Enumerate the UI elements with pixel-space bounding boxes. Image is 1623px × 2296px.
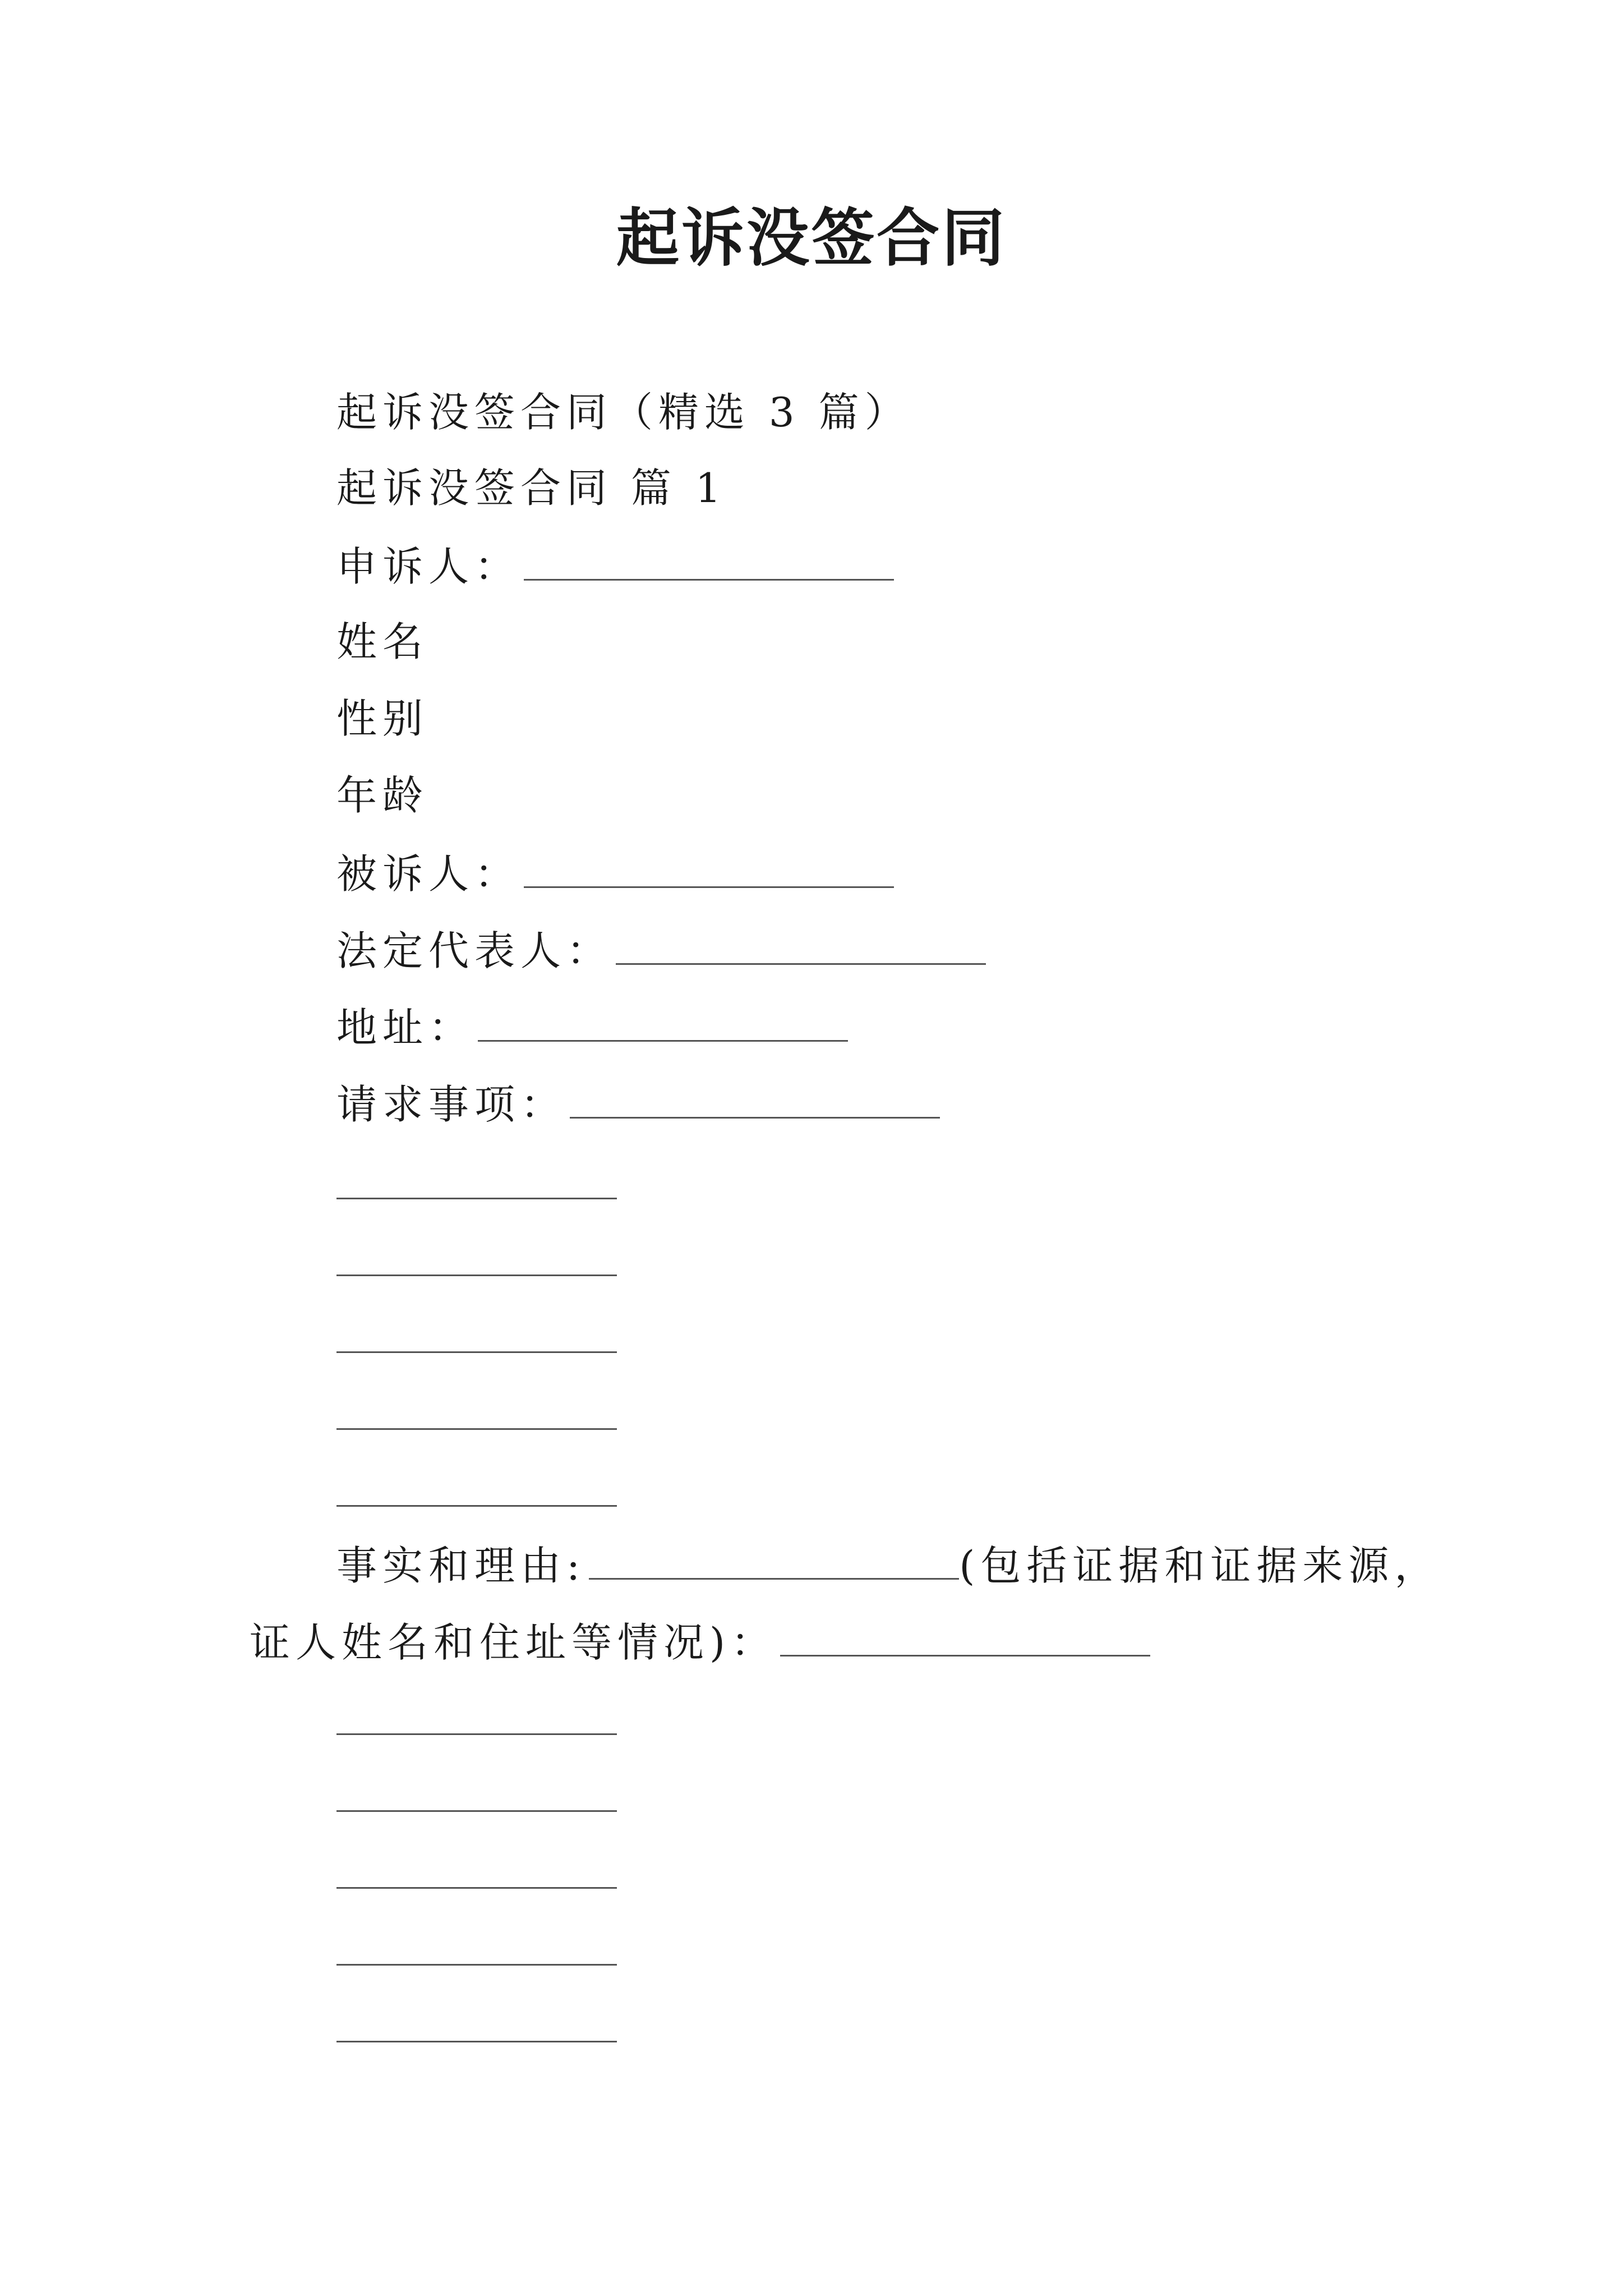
document-subtitle: 起诉没签合同（精选 3 篇）: [336, 389, 911, 436]
facts-note-row: [250, 1616, 1150, 1668]
appellant-row: [336, 540, 894, 592]
facts-note-part1: (包括证据和证据来源，: [959, 1542, 1441, 1589]
address-blank[interactable]: [478, 1001, 848, 1042]
facts-row: [336, 1539, 1440, 1591]
facts-line-4[interactable]: [336, 1964, 617, 1966]
age-label: 年龄: [336, 772, 429, 819]
defendant-blank[interactable]: [524, 847, 894, 888]
appellant-blank[interactable]: [524, 540, 894, 581]
gender-label: 性别: [336, 695, 429, 742]
facts-note-part2: 证人姓名和住址等情况)：: [250, 1619, 777, 1666]
legal-rep-label: 法定代表人：: [336, 927, 613, 974]
claims-label: 请求事项：: [336, 1081, 567, 1128]
name-label: 姓名: [336, 618, 429, 665]
facts-label: 事实和理由:: [336, 1542, 586, 1589]
claims-line-3[interactable]: [336, 1351, 617, 1353]
document-title: 起诉没签合同: [616, 201, 1007, 275]
claims-blank[interactable]: [570, 1078, 940, 1119]
address-label: 地址：: [336, 1004, 475, 1051]
facts-line-5[interactable]: [336, 2041, 617, 2042]
facts-blank[interactable]: [589, 1539, 959, 1580]
legal-rep-row: [336, 924, 986, 976]
legal-rep-blank[interactable]: [616, 924, 986, 965]
claims-line-1[interactable]: [336, 1198, 617, 1199]
defendant-label: 被诉人：: [336, 850, 521, 898]
section-heading: 起诉没签合同 篇 1: [336, 464, 727, 512]
claims-line-5[interactable]: [336, 1505, 617, 1507]
facts-line-3[interactable]: [336, 1887, 617, 1889]
claims-line-2[interactable]: [336, 1274, 617, 1276]
claims-line-4[interactable]: [336, 1428, 617, 1430]
appellant-label: 申诉人：: [336, 543, 521, 590]
address-row: [336, 1001, 848, 1053]
defendant-row: [336, 847, 894, 899]
facts-line-1[interactable]: [336, 1733, 617, 1735]
facts-line-2[interactable]: [336, 1810, 617, 1812]
claims-row: [336, 1078, 940, 1130]
facts-note-blank[interactable]: [780, 1616, 1150, 1657]
